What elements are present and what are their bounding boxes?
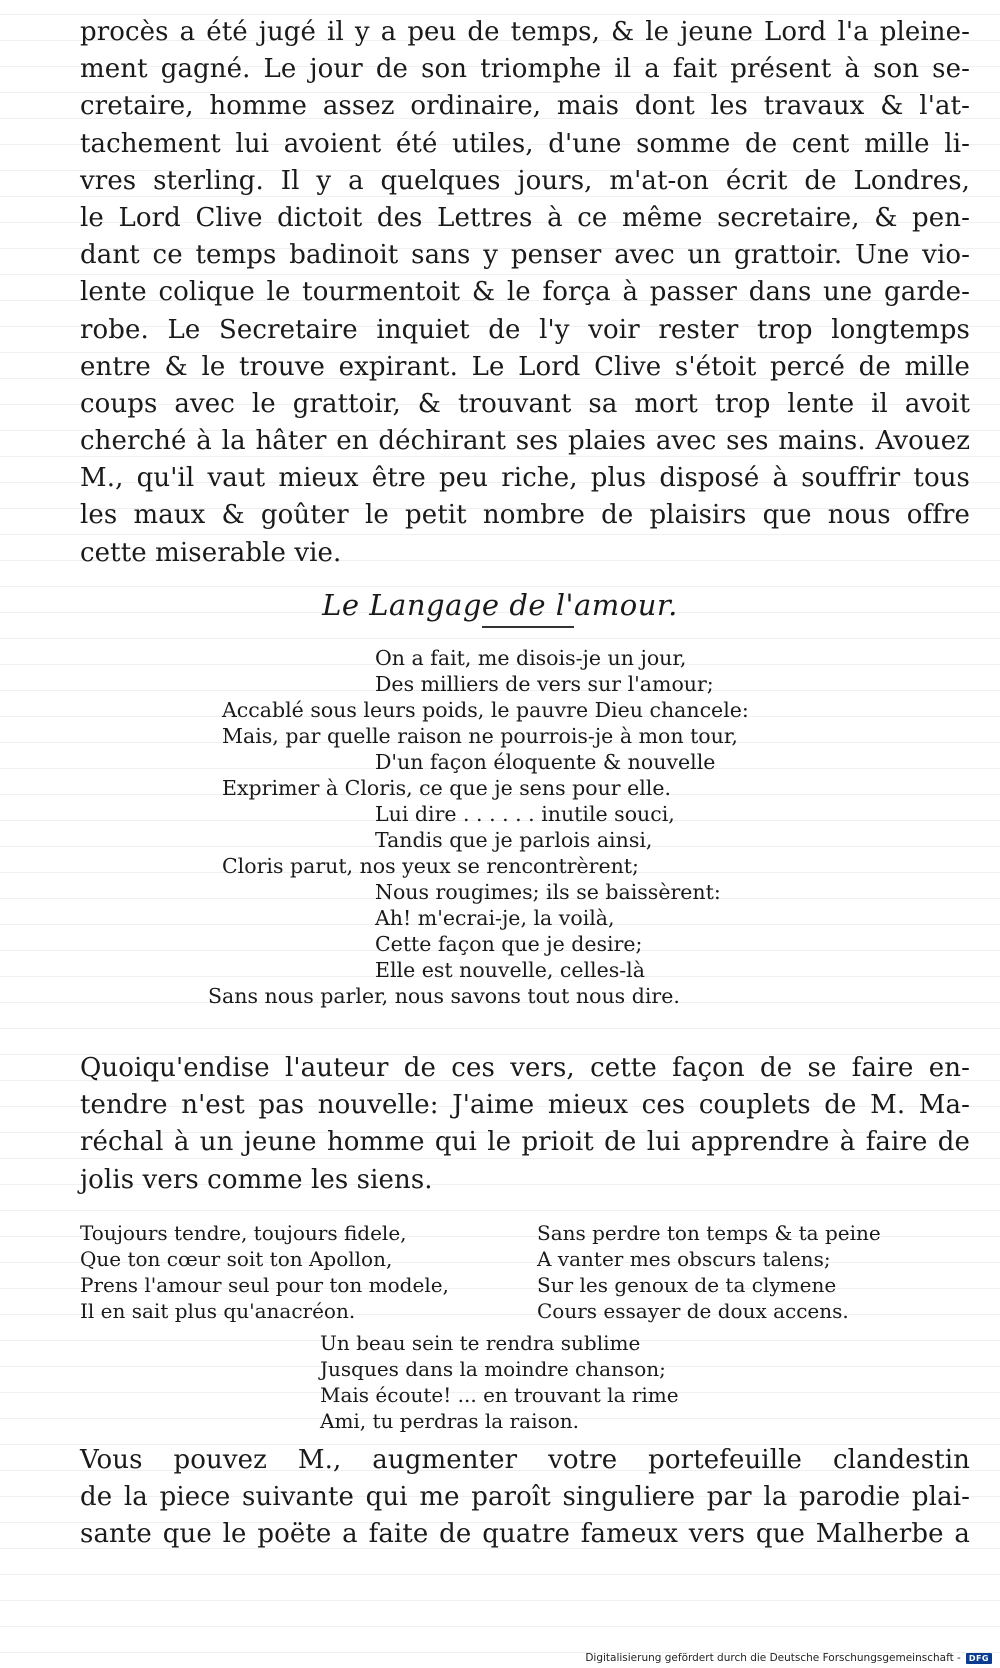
title-rule bbox=[482, 626, 574, 628]
text-line: jolis vers comme les siens. bbox=[80, 1164, 433, 1195]
text-line: tendre n'est pas nouvelle: J'aime mieux ces couplets de M. Ma- bbox=[80, 1090, 970, 1121]
text-line: M., qu'il vaut mieux être peu riche, plus disposé à souffrir tous bbox=[80, 463, 970, 494]
text-line: le Lord Clive dictoit des Lettres à ce même secretaire, & pen- bbox=[80, 202, 970, 233]
verse-line: Jusques dans la moindre chanson; bbox=[320, 1357, 666, 1381]
verse-line: Un beau sein te rendra sublime bbox=[320, 1331, 641, 1355]
text-line: cette miserable vie. bbox=[80, 537, 342, 568]
poem-line: On a fait, me disois-je un jour, bbox=[375, 646, 687, 670]
prose-bottom bbox=[80, 1442, 970, 1554]
poem-line: Nous rougimes; ils se baissèrent: bbox=[375, 880, 721, 904]
poem-line: Mais, par quelle raison ne pourrois-je à mon tour, bbox=[222, 724, 738, 748]
text-line: vres sterling. Il y a quelques jours, m'at-on écrit de Londres, bbox=[80, 165, 970, 196]
text-line: procès a été jugé il y a peu de temps, & le jeune Lord l'a pleine- bbox=[80, 17, 970, 47]
poem-line: Cette façon que je desire; bbox=[375, 932, 643, 956]
poem-line: Des milliers de vers sur l'amour; bbox=[375, 672, 714, 696]
text-line: lente colique le tourmentoit & le força à passer dans une garde- bbox=[80, 277, 970, 308]
poem-line: Exprimer à Cloris, ce que je sens pour elle. bbox=[222, 776, 671, 800]
text-line: cretaire, homme assez ordinaire, mais dont les travaux & l'at- bbox=[80, 91, 970, 122]
text-line: entre & le trouve expirant. Le Lord Clive s'étoit percé de mille bbox=[80, 351, 970, 382]
verse-line: Il en sait plus qu'anacréon. bbox=[80, 1299, 356, 1323]
prose-top bbox=[80, 14, 970, 572]
text-line: sante que le poëte a faite de quatre fameux vers que Malherbe a bbox=[80, 1519, 970, 1550]
poem-line: Sans nous parler, nous savons tout nous dire. bbox=[208, 984, 680, 1008]
verse-line: Cours essayer de doux accens. bbox=[537, 1299, 849, 1323]
text-line: Quoiqu'endise l'auteur de ces vers, cette façon de se faire en- bbox=[80, 1053, 970, 1083]
text-line: tachement lui avoient été utiles, d'une somme de cent mille li- bbox=[80, 128, 970, 159]
poem-line: Accablé sous leurs poids, le pauvre Dieu chancele: bbox=[222, 698, 749, 722]
poem-line: Ah! m'ecrai-je, la voilà, bbox=[375, 906, 615, 930]
poem-line: D'un façon éloquente & nouvelle bbox=[375, 750, 716, 774]
text-line: cherché à la hâter en déchirant ses plaies avec ses mains. Avouez bbox=[80, 426, 970, 457]
text-line: dant ce temps badinoit sans y penser avec un grattoir. Une vio- bbox=[80, 240, 970, 271]
text-line: robe. Le Secretaire inquiet de l'y voir rester trop longtemps bbox=[80, 314, 970, 345]
poem-line: Cloris parut, nos yeux se rencontrèrent; bbox=[222, 854, 639, 878]
dfg-logo: DFG bbox=[966, 1653, 992, 1664]
verse-line: A vanter mes obscurs talens; bbox=[537, 1247, 831, 1271]
verse-line: Mais écoute! ... en trouvant la rime bbox=[320, 1383, 679, 1407]
verse-line: Sur les genoux de ta clymene bbox=[537, 1273, 837, 1297]
text-line: les maux & goûter le petit nombre de plaisirs que nous offre bbox=[80, 500, 970, 531]
text-line: coups avec le grattoir, & trouvant sa mort trop lente il avoit bbox=[80, 388, 970, 419]
text-line: ment gagné. Le jour de son triomphe il a fait présent à son se- bbox=[80, 54, 970, 85]
verse-line: Prens l'amour seul pour ton modele, bbox=[80, 1273, 449, 1297]
verse-line: Que ton cœur soit ton Apollon, bbox=[80, 1247, 393, 1271]
credit-text: Digitalisierung gefördert durch die Deutsche Forschungsgemeinschaft - bbox=[585, 1652, 961, 1664]
poem-line: Elle est nouvelle, celles-là bbox=[375, 958, 645, 982]
text-line: réchal à un jeune homme qui le prioit de lui apprendre à faire de bbox=[80, 1127, 970, 1158]
verse-line: Toujours tendre, toujours fidele, bbox=[80, 1221, 407, 1245]
text-line: de la piece suivante qui me paroît singuliere par la parodie plai- bbox=[80, 1482, 970, 1513]
digitization-credit bbox=[585, 1652, 992, 1664]
poem-title: Le Langage de l'amour. bbox=[322, 588, 678, 622]
verse-line: Ami, tu perdras la raison. bbox=[320, 1409, 580, 1433]
verse-line: Sans perdre ton temps & ta peine bbox=[537, 1221, 881, 1245]
poem-line: Lui dire . . . . . . inutile souci, bbox=[375, 802, 675, 826]
poem-line: Tandis que je parlois ainsi, bbox=[375, 828, 653, 852]
prose-middle bbox=[80, 1050, 970, 1199]
text-line: Vous pouvez M., augmenter votre portefeuille clandestin bbox=[80, 1445, 970, 1475]
